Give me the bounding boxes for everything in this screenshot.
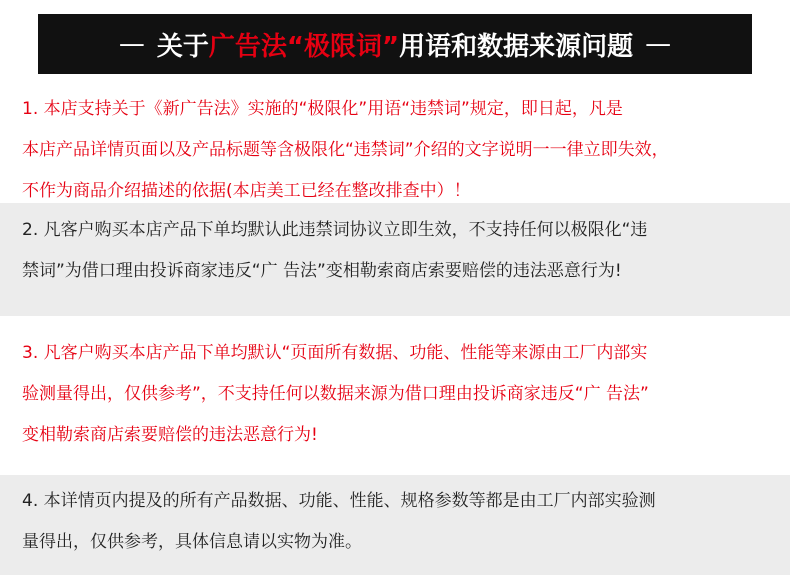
notice-section-3: [0, 333, 790, 456]
notice-line: 变相勒索商店索要赔偿的违法恶意行为!: [22, 425, 318, 445]
header-highlight: 广告法“极限词”: [208, 31, 400, 62]
notice-line: 2. 凡客户购买本店产品下单均默认此违禁词协议立即生效，不支持任何以极限化“违: [22, 220, 648, 240]
header-suffix: 用语和数据来源问题: [399, 31, 634, 62]
notice-section-2: [0, 203, 790, 316]
notice-line: 4. 本详情页内提及的所有产品数据、功能、性能、规格参数等都是由工厂内部实验测: [22, 491, 656, 511]
header-dash-left: —: [118, 29, 145, 59]
notice-section-4: [0, 475, 790, 575]
notice-line: 量得出，仅供参考，具体信息请以实物为准。: [22, 532, 362, 552]
notice-line: 3. 凡客户购买本店产品下单均默认“页面所有数据、功能、性能等来源由工厂内部实: [22, 343, 648, 363]
notice-line: 1. 本店支持关于《新广告法》实施的“极限化”用语“违禁词”规定，即日起，凡是: [22, 99, 623, 119]
notice-section-1: [0, 89, 790, 212]
notice-line: 不作为商品介绍描述的依据(本店美工已经在整改排查中）！: [22, 181, 471, 201]
header-banner: [38, 14, 752, 74]
header-prefix: 关于: [156, 31, 209, 62]
notice-line: 本店产品详情页面以及产品标题等含极限化“违禁词”介绍的文字说明一一律立即失效，: [22, 140, 669, 160]
header-dash-right: —: [645, 29, 672, 59]
notice-line: 禁词”为借口理由投诉商家违反“广 告法”变相勒索商店索要赔偿的违法恶意行为!: [22, 261, 622, 281]
notice-line: 验测量得出，仅供参考”，不支持任何以数据来源为借口理由投诉商家违反“广 告法”: [22, 384, 649, 404]
